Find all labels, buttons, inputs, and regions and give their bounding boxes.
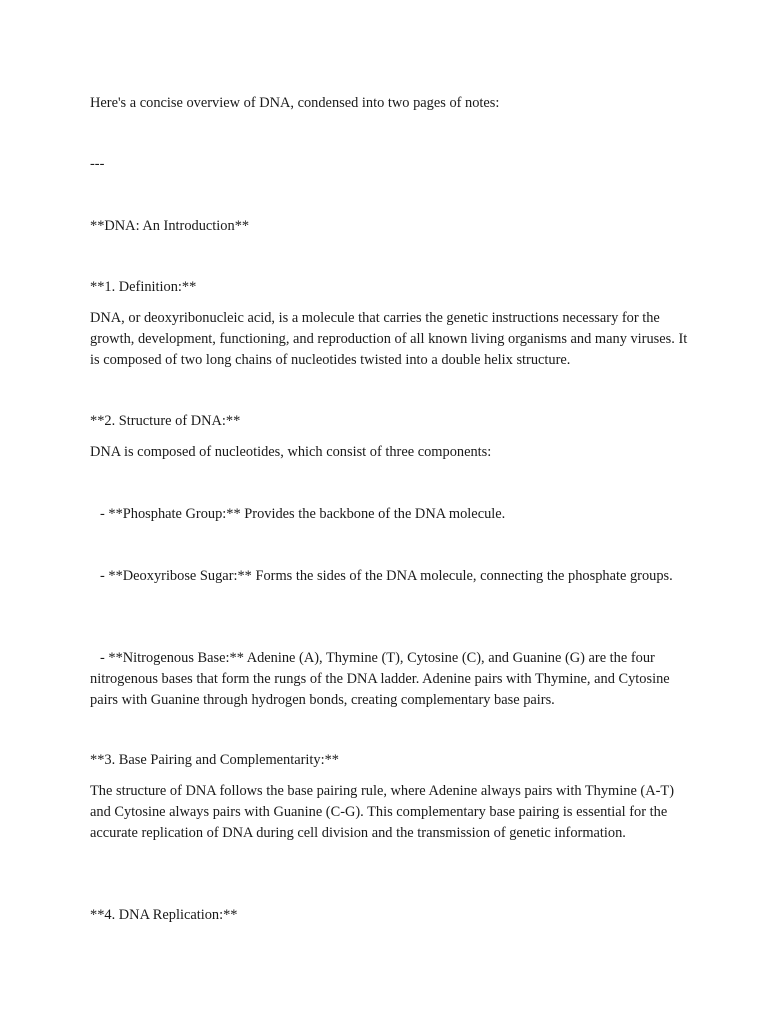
pairing-heading: **3. Base Pairing and Complementarity:** [90, 752, 339, 768]
structure-heading: **2. Structure of DNA:** [90, 413, 241, 429]
pairing-paragraph: The structure of DNA follows the base pairing rule, where Adenine always pairs with Thymine (A-T) and Cytosine always pairs with Guanine (C-G). This complementary base pairing is essential for the accurate replication of DNA during cell division and the transmission of genetic information. [90, 783, 674, 841]
replication-heading: **4. DNA Replication:** [90, 907, 238, 923]
bullet-nitrogenous-base: - **Nitrogenous Base:** Adenine (A), Thymine (T), Cytosine (C), and Guanine (G) are the four nitrogenous bases that form the rungs of the DNA ladder. Adenine pairs with Thymine, and Cytosine pairs with Guanine through hydrogen bonds, creating complementary base pairs. [90, 650, 670, 708]
bullet-deoxyribose-sugar: - **Deoxyribose Sugar:** Forms the sides of the DNA molecule, connecting the phosphate groups. [100, 568, 673, 584]
definition-paragraph: DNA, or deoxyribonucleic acid, is a molecule that carries the genetic instructions necessary for the growth, development, functioning, and reproduction of all known living organisms and many viruses. It is composed of two long chains of nucleotides twisted into a double helix structure. [90, 310, 688, 368]
bullet-phosphate-group: - **Phosphate Group:** Provides the backbone of the DNA molecule. [100, 506, 506, 522]
definition-heading: **1. Definition:** [90, 279, 197, 295]
document-title: **DNA: An Introduction** [90, 218, 250, 234]
structure-paragraph: DNA is composed of nucleotides, which consist of three components: [90, 444, 492, 460]
intro-text: Here's a concise overview of DNA, condensed into two pages of notes: [90, 95, 500, 111]
separator: --- [90, 156, 105, 172]
